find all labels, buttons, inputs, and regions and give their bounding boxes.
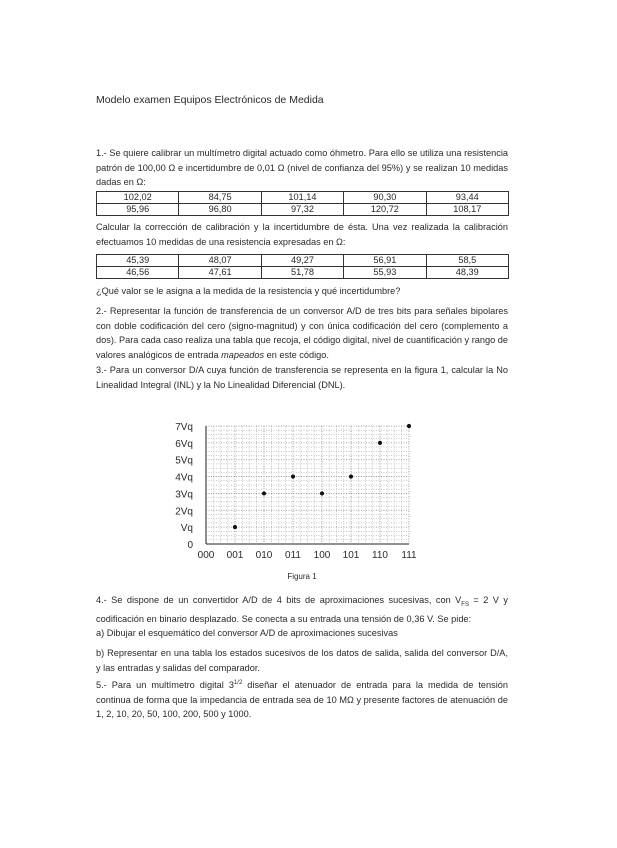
question-2-text-a: 2.- Representar la función de transferencia de un conversor A/D de tres bits para señales bipolares con doble codificación del cero (signo-magnitud) y con única codificación del cero (complemento a dos). Para cada caso realiza una tabla que recoja, el código digital, nivel de cuantificación y rango de valores analógicos de entrada xyxy=(96,306,508,360)
data-point xyxy=(349,474,353,478)
table-cell: 101,14 xyxy=(261,192,343,204)
question-4-part-a: a) Dibujar el esquemático del conversor A/D de aproximaciones sucesivas xyxy=(96,628,398,638)
x-tick-label: 001 xyxy=(226,550,244,561)
x-tick-label: 011 xyxy=(285,550,301,561)
question-5-text-b: diseñar el atenuador de entrada para la medida de tensión continua de forma que la impedancia de entrada sea de 10 MΩ y presente factores de atenuación de 1, 2, 10, 20, 50, 100, 200, 500 y 1000. xyxy=(96,680,508,719)
y-tick-label: 2Vq xyxy=(175,506,193,518)
y-tick-label: Vq xyxy=(180,523,193,535)
data-point xyxy=(262,491,266,495)
table-cell: 108,17 xyxy=(426,204,508,216)
table-cell: 84,75 xyxy=(179,192,261,204)
question-2-emphasis: mapeados xyxy=(221,349,265,360)
table-cell: 95,96 xyxy=(97,204,179,216)
y-tick-label: 4Vq xyxy=(175,472,193,484)
data-point xyxy=(233,525,237,529)
question-4-intro xyxy=(96,593,508,627)
table-cell: 45,39 xyxy=(97,255,179,267)
x-tick-label: 100 xyxy=(313,550,331,561)
question-5-superscript: 1/2 xyxy=(233,679,243,686)
question-4-subscript: FS xyxy=(461,601,469,608)
y-tick-label: 0 xyxy=(187,540,193,551)
table-cell: 51,78 xyxy=(261,267,343,279)
data-point xyxy=(291,474,295,478)
table-cell: 47,61 xyxy=(179,267,261,279)
table-cell: 93,44 xyxy=(426,192,508,204)
question-5-text xyxy=(96,678,508,722)
question-1-intro: 1.- Se quiere calibrar un multímetro digital actuado como óhmetro. Para ello se utiliza una resistencia patrón de 100,00 Ω e incertidumbre de 0,01 Ω (nivel de confianza del 95%) y se realizan 10 medidas dadas en Ω: xyxy=(96,148,508,187)
y-tick-label: 6Vq xyxy=(175,438,193,450)
x-tick-label: 000 xyxy=(197,550,215,561)
table-cell: 120,72 xyxy=(344,204,426,216)
x-tick-label: 111 xyxy=(401,550,417,561)
data-point xyxy=(407,424,411,428)
y-tick-label: 3Vq xyxy=(175,489,193,501)
table-cell: 55,93 xyxy=(344,267,426,279)
x-tick-label: 110 xyxy=(372,550,388,561)
table-cell: 58,5 xyxy=(426,255,508,267)
y-tick-label: 5Vq xyxy=(175,455,193,467)
table-cell: 97,32 xyxy=(261,204,343,216)
table-cell: 90,30 xyxy=(344,192,426,204)
figure-caption: Figura 1 xyxy=(287,572,317,581)
table-cell: 49,27 xyxy=(261,255,343,267)
question-4-intro-a: 4.- Se dispone de un convertidor A/D de 4 bits de aproximaciones sucesivas, con V xyxy=(96,595,462,605)
table-cell: 46,56 xyxy=(97,267,179,279)
x-tick-label: 010 xyxy=(255,550,273,561)
x-tick-label: 101 xyxy=(342,550,360,561)
data-point xyxy=(378,441,382,445)
y-tick-label: 7Vq xyxy=(175,422,193,433)
question-2-text-b: en este código. xyxy=(264,349,329,360)
data-point xyxy=(320,491,324,495)
table-cell: 56,91 xyxy=(344,255,426,267)
question-3-text: 3.- Para un conversor D/A cuya función de transferencia se representa en la figura 1, calcular la No Linealidad Integral (INL) y la No Linealidad Diferencial (DNL). xyxy=(96,365,508,390)
table-cell: 102,02 xyxy=(97,192,179,204)
page-title: Modelo examen Equipos Electrónicos de Medida xyxy=(96,94,324,106)
table-cell: 96,80 xyxy=(179,204,261,216)
question-4-intro-b: = 2 V y codificación en binario desplazado. Se conecta a su entrada una tensión de 0,36 V. Se pide: xyxy=(96,595,508,625)
question-4-part-b: b) Representar en una tabla los estados sucesivos de los datos de salida, salida del conversor D/A, y las entradas y salidas del comparador. xyxy=(96,648,508,673)
question-1-final-question: ¿Qué valor se le asigna a la medida de la resistencia y qué incertidumbre? xyxy=(96,286,401,296)
table-cell: 48,07 xyxy=(179,255,261,267)
question-1-text-2: Calcular la corrección de calibración y la incertidumbre de ésta. Una vez realizada la calibración efectuamos 10 medidas de una resistencia expresadas en Ω: xyxy=(96,222,508,247)
table-cell: 48,39 xyxy=(426,267,508,279)
question-5-text-a: 5.- Para un multímetro digital 3 xyxy=(96,680,234,690)
